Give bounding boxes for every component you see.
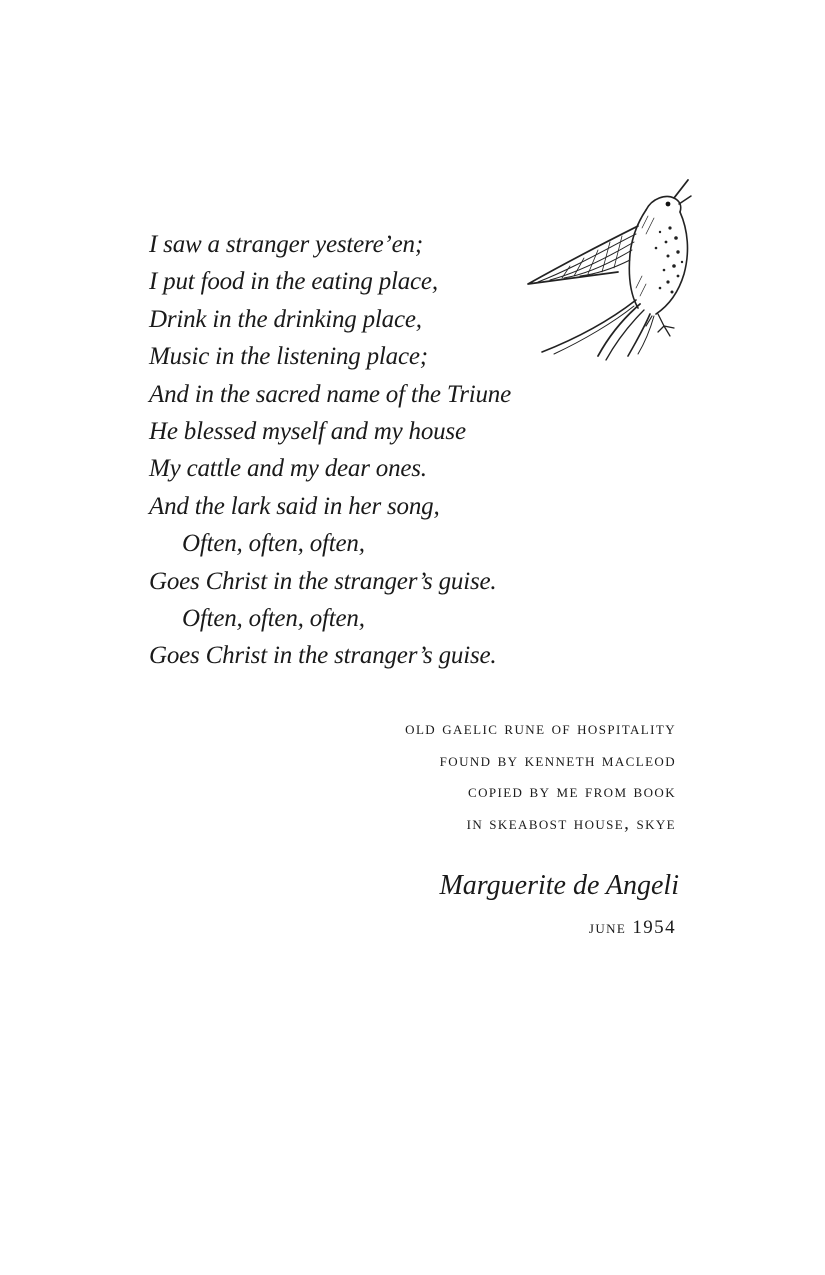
attribution	[405, 713, 676, 839]
attribution-line: copied by me from book	[468, 781, 676, 803]
poem-line: And the lark said in her song,	[149, 492, 440, 520]
poem-line: He blessed myself and my house	[149, 417, 466, 445]
attribution-line: in skeabost house, skye	[466, 812, 676, 834]
poem-line: Goes Christ in the stranger’s guise.	[149, 567, 497, 595]
poem-line: Drink in the drinking place,	[149, 305, 422, 333]
date: june 1954	[588, 917, 676, 938]
lark-bird-icon	[518, 176, 698, 366]
poem-line: And in the sacred name of the Triune	[149, 380, 511, 408]
author-signature: Marguerite de Angeli	[439, 870, 679, 901]
attribution-line: old gaelic rune of hospitality	[405, 718, 676, 739]
poem	[149, 226, 511, 675]
poem-refrain-line: Often, often, often,	[182, 604, 365, 632]
poem-line: I put food in the eating place,	[149, 268, 438, 296]
poem-line: My cattle and my dear ones.	[149, 455, 427, 483]
poem-refrain-line: Often, often, often,	[182, 530, 365, 558]
poem-line: Music in the listening place;	[149, 343, 428, 371]
attribution-line: found by kenneth macleod	[439, 749, 676, 771]
poem-line: Goes Christ in the stranger’s guise.	[149, 642, 497, 670]
poem-line: I saw a stranger yestere’en;	[149, 231, 423, 258]
